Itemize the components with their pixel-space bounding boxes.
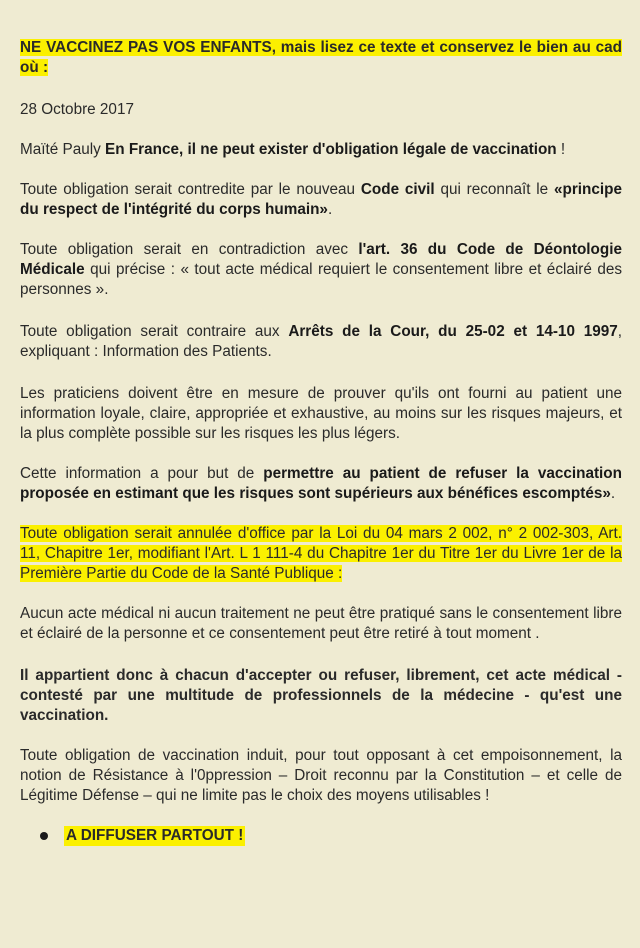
p1-end: !	[556, 141, 566, 158]
p6-text-c: .	[610, 485, 616, 502]
paragraph-2	[20, 180, 622, 220]
footer-callout	[20, 826, 622, 846]
headline	[20, 38, 622, 78]
bullet-icon	[40, 832, 48, 840]
footer-text: A DIFFUSER PARTOUT !	[66, 827, 244, 844]
p3-text-c: qui précise : « tout acte médical requiert le consentement libre et éclairé des personnes ».	[20, 261, 622, 298]
paragraph-6	[20, 464, 622, 504]
p4-text-a: Toute obligation serait contraire aux	[20, 323, 289, 340]
headline-bold: NE VACCINEZ PAS VOS ENFANTS	[20, 39, 272, 56]
paragraph-1	[20, 140, 622, 160]
p4-bold: Arrêts de la Cour, du 25-02 et 14-10 1997	[288, 323, 618, 340]
p2-text-e: .	[327, 201, 333, 218]
p2-text-a: Toute obligation serait contredite par le nouveau	[20, 181, 361, 198]
date: 28 Octobre 2017	[20, 101, 134, 118]
headline-highlight	[20, 39, 622, 76]
paragraph-3	[20, 240, 622, 300]
p3-text-a: Toute obligation serait en contradiction avec	[20, 241, 359, 258]
p2-bold-principe: «principe du respect de l'intégrité du corps humain»	[20, 181, 622, 218]
paragraph-8: Aucun acte médical ni aucun traitement ne peut être pratiqué sans le consentement libre et éclairé de la personne et ce consentement peut être retiré à tout moment .	[20, 605, 622, 642]
p6-bold: permettre au patient de refuser la vaccination proposée en estimant que les risques sont supérieurs aux bénéfices escomptés»	[20, 465, 622, 502]
p2-bold-code-civil: Code civil	[360, 181, 435, 198]
paragraph-5: Les praticiens doivent être en mesure de prouver qu'ils ont fourni au patient une information loyale, claire, appropriée et exhaustive, au moins sur les risques majeurs, et la plus complète possible sur les risques les plus légers.	[20, 385, 622, 442]
p1-author: Maïté Pauly	[20, 141, 106, 158]
p3-bold: l'art. 36 du Code de Déontologie Médicale	[20, 241, 622, 278]
p1-bold: En France, il ne peut exister d'obligation légale de vaccination	[105, 141, 557, 158]
paragraph-9: Il appartient donc à chacun d'accepter ou refuser, librement, cet acte médical - contesté par une multitude de professionnels de la médecine - qu'est une vaccination.	[20, 667, 622, 724]
paragraph-4	[20, 322, 622, 362]
p4-text-c: , expliquant : Information des Patients.	[20, 323, 622, 360]
paragraph-7	[20, 524, 622, 584]
p7-highlight: Toute obligation serait annulée d'office par la Loi du 04 mars 2 002, n° 2 002-303, Art. 11, Chapitre 1er, modifiant l'Art. L 1 111-4 du Chapitre 1er du Titre 1er du Livre 1er de la Première Partie du Code de la Santé Publique :	[20, 525, 622, 582]
headline-rest: , mais lisez ce texte et conservez le bien au cad où :	[20, 39, 622, 76]
p2-text-c: qui reconnaît le	[434, 181, 554, 198]
p6-text-a: Cette information a pour but de	[20, 465, 264, 482]
paragraph-10: Toute obligation de vaccination induit, pour tout opposant à cet empoisonnement, la notion de Résistance à l'0ppression – Droit reconnu par la Constitution – et celle de Légitime Défense – qui ne limite pas le choix des moyens utilisables !	[20, 747, 622, 804]
